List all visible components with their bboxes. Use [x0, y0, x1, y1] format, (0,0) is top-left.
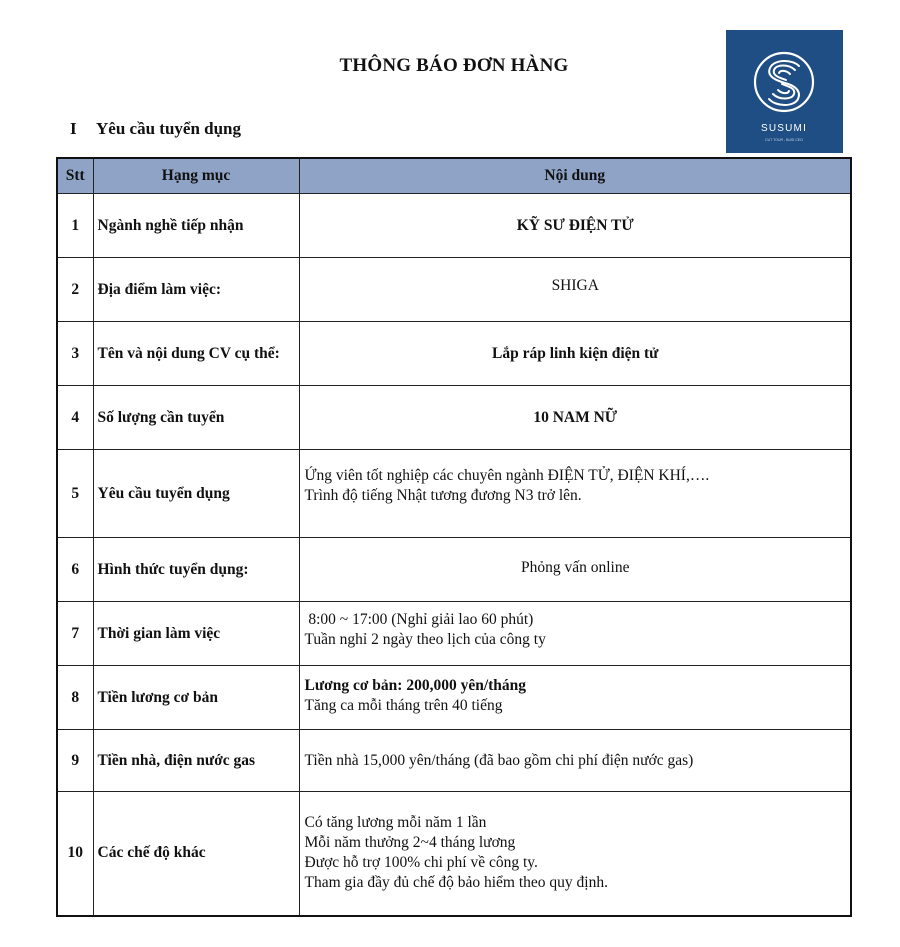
content-line: Lương cơ bản: 200,000 yên/tháng — [304, 677, 527, 694]
row-stt: 10 — [57, 792, 93, 916]
table-row — [57, 602, 851, 666]
header-category: Hạng mục — [93, 158, 299, 194]
content-line: Tăng ca mỗi tháng trên 40 tiếng — [304, 697, 503, 714]
row-stt: 6 — [57, 538, 93, 602]
row-category: Địa điểm làm việc: — [93, 258, 299, 322]
row-content — [299, 258, 851, 322]
row-stt: 2 — [57, 258, 93, 322]
content-line: Trình độ tiếng Nhật tương đương N3 trở lên. — [304, 487, 582, 504]
content-line: KỸ SƯ ĐIỆN TỬ — [516, 216, 634, 234]
row-content — [299, 322, 851, 386]
table-row — [57, 386, 851, 450]
table-row — [57, 322, 851, 386]
row-content — [299, 666, 851, 730]
row-category: Tiền lương cơ bản — [93, 666, 299, 730]
row-stt: 8 — [57, 666, 93, 730]
page-title: THÔNG BÁO ĐƠN HÀNG — [339, 55, 569, 76]
row-content — [299, 792, 851, 916]
section-heading — [70, 119, 241, 139]
header-stt: Stt — [57, 158, 93, 194]
content-line: Tuần nghỉ 2 ngày theo lịch của công ty — [304, 631, 546, 648]
row-category: Hình thức tuyển dụng: — [93, 538, 299, 602]
row-stt: 9 — [57, 730, 93, 792]
logo-brand: SUSUMI — [760, 123, 808, 134]
table-row — [57, 538, 851, 602]
row-content — [299, 538, 851, 602]
susumi-logo — [726, 30, 843, 153]
row-category: Tiền nhà, điện nước gas — [93, 730, 299, 792]
table-row — [57, 450, 851, 538]
content-line: Tiền nhà 15,000 yên/tháng (đã bao gồm chi phí điện nước gas) — [304, 751, 694, 769]
row-category: Các chế độ khác — [93, 792, 299, 916]
content-line: Được hỗ trợ 100% chi phí về công ty. — [304, 854, 538, 872]
content-line: 10 NAM NỮ — [533, 408, 618, 426]
row-stt: 5 — [57, 450, 93, 538]
table-header-row — [57, 158, 851, 194]
content-line: Mỗi năm thưởng 2~4 tháng lương — [304, 834, 516, 852]
row-category: Yêu cầu tuyển dụng — [93, 450, 299, 538]
content-line: Ứng viên tốt nghiệp các chuyên ngành ĐIỆN TỬ, ĐIỆN KHÍ,…. — [304, 467, 710, 484]
row-content — [299, 386, 851, 450]
table-row — [57, 194, 851, 258]
table-row — [57, 792, 851, 916]
row-content — [299, 450, 851, 538]
section-title: Yêu cầu tuyển dụng — [96, 119, 242, 138]
row-stt: 1 — [57, 194, 93, 258]
row-stt: 4 — [57, 386, 93, 450]
row-category: Thời gian làm việc — [93, 602, 299, 666]
row-category: Tên và nội dung CV cụ thể: — [93, 322, 299, 386]
content-line: Lắp ráp linh kiện điện tử — [491, 344, 659, 362]
content-line: Tham gia đầy đủ chế độ bảo hiểm theo quy định. — [304, 874, 608, 892]
table-row — [57, 730, 851, 792]
row-stt: 7 — [57, 602, 93, 666]
row-content — [299, 194, 851, 258]
table-row — [57, 666, 851, 730]
row-content — [299, 730, 851, 792]
content-line: Có tăng lương mỗi năm 1 lần — [304, 814, 487, 832]
content-line: SHIGA — [551, 277, 599, 294]
content-line: Phỏng vấn online — [521, 559, 630, 576]
section-number: I — [70, 119, 77, 138]
row-content — [299, 602, 851, 666]
row-category: Số lượng cần tuyển — [93, 386, 299, 450]
content-line: 8:00 ~ 17:00 (Nghỉ giải lao 60 phút) — [304, 611, 534, 628]
row-category: Ngành nghề tiếp nhận — [93, 194, 299, 258]
row-stt: 3 — [57, 322, 93, 386]
logo-tagline: CUT TOUR - BUSI CEO — [765, 138, 803, 142]
requirements-table — [56, 157, 852, 917]
table-row — [57, 258, 851, 322]
header-content: Nội dung — [299, 158, 851, 194]
